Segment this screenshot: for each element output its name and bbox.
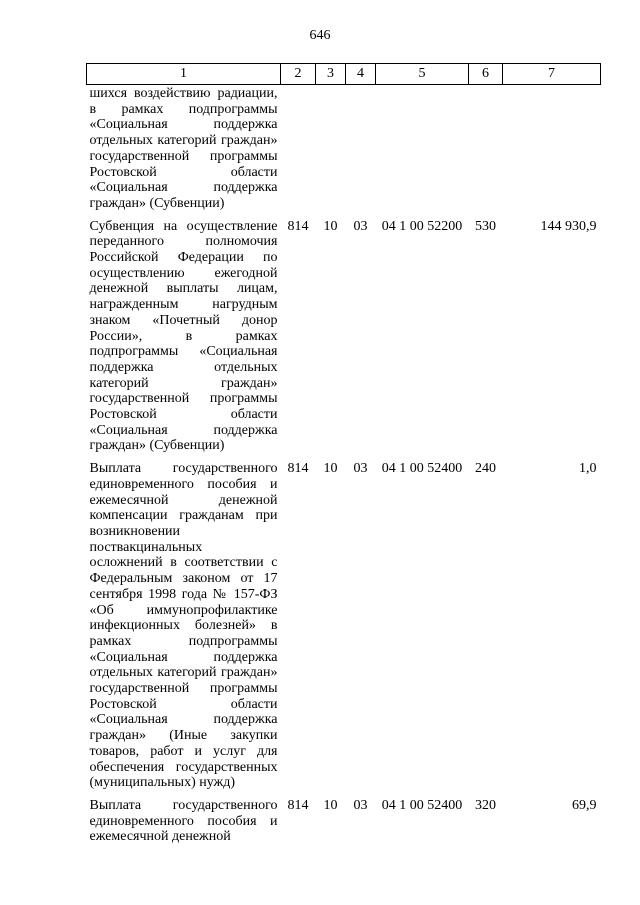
row-code-expense-type [469, 85, 503, 219]
table-row [87, 85, 601, 219]
header-row [87, 64, 601, 85]
row-code-target: 04 1 00 52400 [381, 461, 463, 477]
row-code-ministry: 814 [287, 797, 309, 813]
row-code-section [316, 85, 346, 219]
table-row [87, 219, 601, 462]
header-col-4: 4 [346, 64, 376, 85]
header-col-5: 5 [376, 64, 469, 85]
row-amount: 144 930,9 [540, 218, 597, 234]
header-col-6: 6 [469, 64, 503, 85]
row-code-expense-type: 320 [475, 797, 496, 813]
table-row [87, 461, 601, 798]
header-col-2: 2 [281, 64, 316, 85]
row-code-target: 04 1 00 52200 [381, 218, 463, 234]
row-code-subsection: 03 [353, 461, 368, 477]
row-code-expense-type: 530 [475, 218, 496, 234]
row-code-ministry: 814 [287, 218, 309, 234]
budget-table [86, 63, 601, 852]
page-number: 646 [309, 28, 331, 43]
header-col-3: 3 [316, 64, 346, 85]
row-description: Выплата государственного единовременного пособия и ежемесячной денежной компенсации гражданам при возникновении поствакцинальных осложнений в соответствии с Федеральным законом от 17 сентября 1998 года № 157-ФЗ «Об иммунопрофилактике инфекционных болезней» в рамках подпрограммы «Социальная поддержка отдельных категорий граждан» государственной программы Ростовской области «Социальная поддержка граждан» (Иные закупки товаров, работ и услуг для обеспечения государственных (муниципальных) нужд) [89, 461, 278, 791]
row-amount: 69,9 [572, 797, 597, 813]
row-code-ministry: 814 [287, 461, 309, 477]
row-code-subsection [346, 85, 376, 219]
row-description: Выплата государственного единовременного пособия и ежемесячной денежной [89, 797, 278, 845]
row-amount: 1,0 [579, 461, 597, 477]
row-description: Субвенция на осуществление переданного полномочия Российской Федерации по осуществлению ежегодной денежной выплаты лицам, награжденным нагрудным знаком «Почетный донор России», в рамках подпрограммы «Социальная поддержка отдельных категорий граждан» государственной программы Ростовской области «Социальная поддержка граждан» (Субвенции) [89, 218, 278, 454]
row-amount [503, 85, 601, 219]
row-code-target: 04 1 00 52400 [381, 797, 463, 813]
header-col-1: 1 [87, 64, 281, 85]
row-code-section: 10 [323, 797, 338, 813]
row-code-section: 10 [323, 461, 338, 477]
row-code-expense-type: 240 [475, 461, 496, 477]
row-code-target [376, 85, 469, 219]
row-code-subsection: 03 [353, 797, 368, 813]
row-code-ministry [281, 85, 316, 219]
header-col-7: 7 [503, 64, 601, 85]
row-code-subsection: 03 [353, 218, 368, 234]
row-code-section: 10 [323, 218, 338, 234]
table-row [87, 798, 601, 852]
row-description: шихся воздействию радиации, в рамках подпрограммы «Социальная поддержка отдельных категорий граждан» государственной программы Ростовской области «Социальная поддержка граждан» (Субвенции) [89, 86, 278, 211]
